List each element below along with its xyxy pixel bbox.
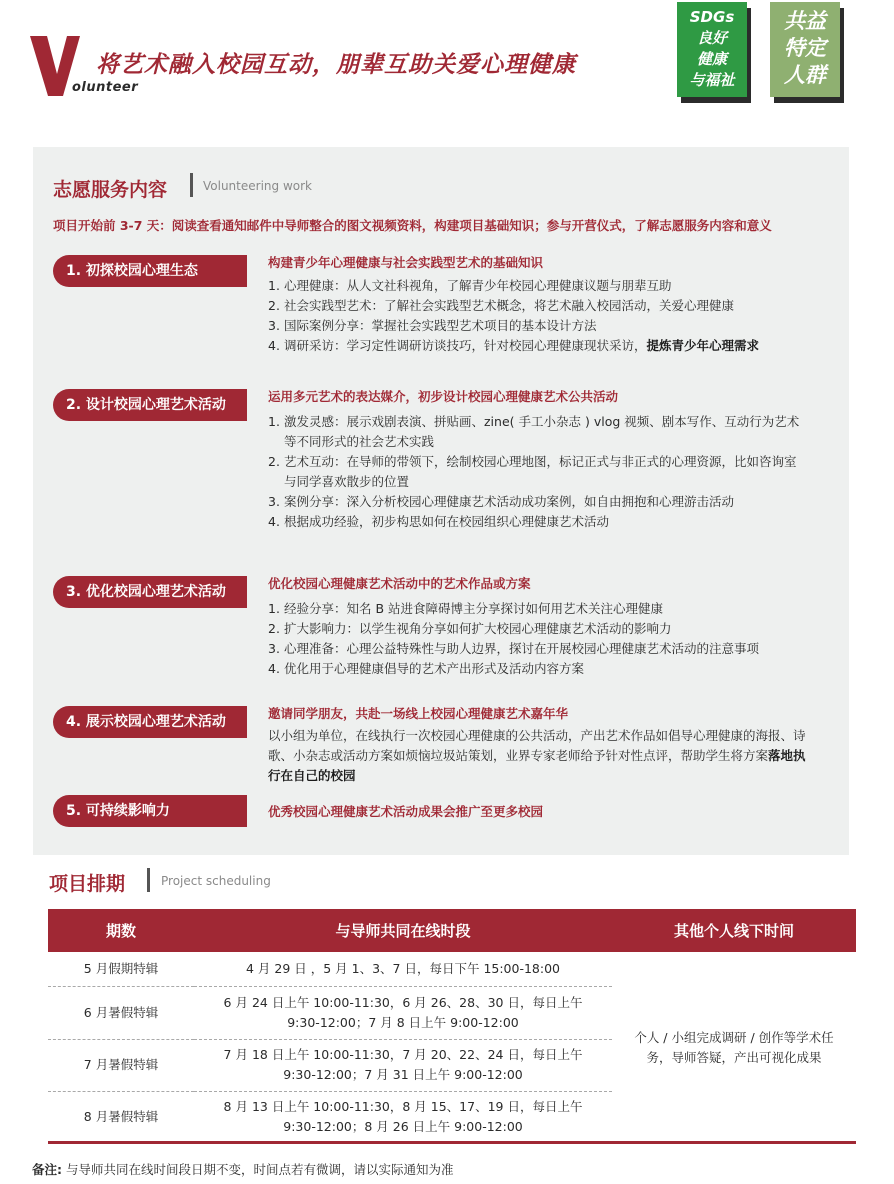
logo-word: olunteer bbox=[72, 80, 139, 95]
sdg-badge-line3: 健康 bbox=[696, 50, 727, 68]
group-badge-line2: 特定 bbox=[784, 36, 826, 60]
table-header-row bbox=[48, 909, 856, 952]
col-header-offline: 其他个人线下时间 bbox=[612, 909, 856, 952]
phase-5-tab: 5. 可持续影响力 bbox=[53, 795, 247, 827]
online-time-cell: 4 月 29 日 ，5 月 1、3、7 日，每日下午 15:00-18:00 bbox=[194, 952, 612, 986]
phase-4-tab: 4. 展示校园心理艺术活动 bbox=[53, 706, 247, 738]
phase-1-heading: 构建青少年心理健康与社会实践型艺术的基础知识 bbox=[268, 255, 544, 270]
list-item: 2. 扩大影响力：以学生视角分享如何扩大校园心理健康艺术活动的影响力 bbox=[268, 621, 672, 636]
table-row bbox=[48, 952, 856, 986]
phase-3-tab: 3. 优化校园心理艺术活动 bbox=[53, 576, 247, 608]
phase-1-tab: 1. 初探校园心理生态 bbox=[53, 255, 247, 287]
col-header-period: 期数 bbox=[48, 909, 194, 952]
page-headline: 将艺术融入校园互动，朋辈互助关爱心理健康 bbox=[96, 52, 576, 78]
sdg-badge-line1: SDGs bbox=[689, 8, 735, 26]
offline-time-cell: 个人 / 小组完成调研 / 创作等学术任务，导师答疑，产出可视化成果 bbox=[634, 1029, 834, 1065]
phase-5-heading: 优秀校园心理健康艺术活动成果会推广至更多校园 bbox=[268, 804, 544, 819]
period-cell: 5 月假期特辑 bbox=[48, 952, 194, 986]
volunteer-section-subtitle: Volunteering work bbox=[203, 179, 312, 193]
list-item: 4. 调研采访：学习定性调研访谈技巧，针对校园心理健康现状采访，提炼青少年心理需求 bbox=[268, 338, 760, 353]
schedule-section-title: 项目排期 bbox=[49, 873, 126, 895]
online-time-cell: 7 月 18 日上午 10:00-11:30，7 月 20、22、24 日，每日上午 9:30-12:00；7 月 31 日上午 9:00-12:00 bbox=[194, 1039, 612, 1091]
sdg-badge-line4: 与福祉 bbox=[689, 71, 735, 89]
phase-3-list bbox=[268, 599, 816, 679]
sdg-badge-line2: 良好 bbox=[696, 29, 727, 47]
group-badge-line3: 人群 bbox=[784, 63, 826, 87]
section-divider bbox=[190, 173, 193, 197]
online-time-cell: 6 月 24 日上午 10:00-11:30，6 月 26、28、30 日，每日上午 9:30-12:00；7 月 8 日上午 9:00-12:00 bbox=[194, 986, 612, 1039]
list-item: 3. 国际案例分享：掌握社会实践型艺术项目的基本设计方法 bbox=[268, 318, 597, 333]
col-header-online: 与导师共同在线时段 bbox=[194, 909, 612, 952]
footnote-label: 备注: bbox=[32, 1162, 62, 1177]
phase-2-list bbox=[268, 412, 808, 532]
list-item: 4. 根据成功经验，初步构思如何在校园组织心理健康艺术活动 bbox=[268, 514, 610, 529]
list-item: 3. 心理准备：心理公益特殊性与助人边界，探讨在开展校园心理健康艺术活动的注意事项 bbox=[268, 641, 760, 656]
online-time-cell: 8 月 13 日上午 10:00-11:30，8 月 15、17、19 日，每日上午 9:30-12:00；8 月 26 日上午 9:00-12:00 bbox=[223, 1099, 583, 1135]
table-bottom-rule bbox=[48, 1141, 856, 1144]
phase-1-list bbox=[268, 276, 816, 356]
footnote-text: 与导师共同在线时间段日期不变，时间点若有微调，请以实际通知为准 bbox=[65, 1162, 454, 1177]
period-cell: 8 月暑假特辑 bbox=[83, 1109, 159, 1125]
volunteer-section-title: 志愿服务内容 bbox=[53, 179, 168, 201]
phase-2-heading: 运用多元艺术的表达媒介，初步设计校园心理健康艺术公共活动 bbox=[268, 389, 619, 404]
footnote bbox=[32, 1160, 454, 1178]
period-cell: 7 月暑假特辑 bbox=[48, 1039, 194, 1091]
list-item: 2. 艺术互动：在导师的带领下，绘制校园心理地图，标记正式与非正式的心理资源，比如咨询室与同学喜欢散步的位置 bbox=[268, 454, 797, 489]
schedule-section-subtitle: Project scheduling bbox=[161, 874, 271, 888]
phase-4-paragraph: 以小组为单位，在线执行一次校园心理健康的公共活动，产出艺术作品如倡导心理健康的海报、诗歌、小杂志或活动方案如烦恼垃圾站策划，业界专家老师给予针对性点评，帮助学生将方案落地执行在自己的校园 bbox=[268, 728, 806, 783]
phase-4-heading: 邀请同学朋友，共赴一场线上校园心理健康艺术嘉年华 bbox=[268, 706, 569, 721]
sdg-badge bbox=[677, 2, 747, 97]
list-item: 3. 案例分享：深入分析校园心理健康艺术活动成功案例，如自由拥抱和心理游击活动 bbox=[268, 494, 735, 509]
period-cell: 6 月暑假特辑 bbox=[48, 986, 194, 1039]
schedule-table bbox=[48, 909, 856, 1143]
group-badge-line1: 共益 bbox=[784, 9, 826, 33]
group-badge bbox=[770, 2, 840, 97]
list-item: 1. 激发灵感：展示戏剧表演、拼贴画、zine( 手工小杂志 ) vlog 视频、剧本写作、互动行为艺术等不同形式的社会艺术实践 bbox=[268, 414, 800, 449]
list-item: 4. 优化用于心理健康倡导的艺术产出形式及活动内容方案 bbox=[268, 661, 585, 676]
pre-project-note: 项目开始前 3-7 天：阅读查看通知邮件中导师整合的图文视频资料，构建项目基础知识；参与开营仪式，了解志愿服务内容和意义 bbox=[53, 218, 772, 233]
phase-2-tab: 2. 设计校园心理艺术活动 bbox=[53, 389, 247, 421]
list-item: 1. 心理健康：从人文社科视角，了解青少年校园心理健康议题与朋辈互助 bbox=[268, 278, 672, 293]
section-divider bbox=[147, 868, 150, 892]
phase-3-heading: 优化校园心理健康艺术活动中的艺术作品或方案 bbox=[268, 576, 531, 591]
list-item: 1. 经验分享：知名 B 站进食障碍博主分享探讨如何用艺术关注心理健康 bbox=[268, 601, 664, 616]
list-item: 2. 社会实践型艺术：了解社会实践型艺术概念，将艺术融入校园活动，关爱心理健康 bbox=[268, 298, 735, 313]
